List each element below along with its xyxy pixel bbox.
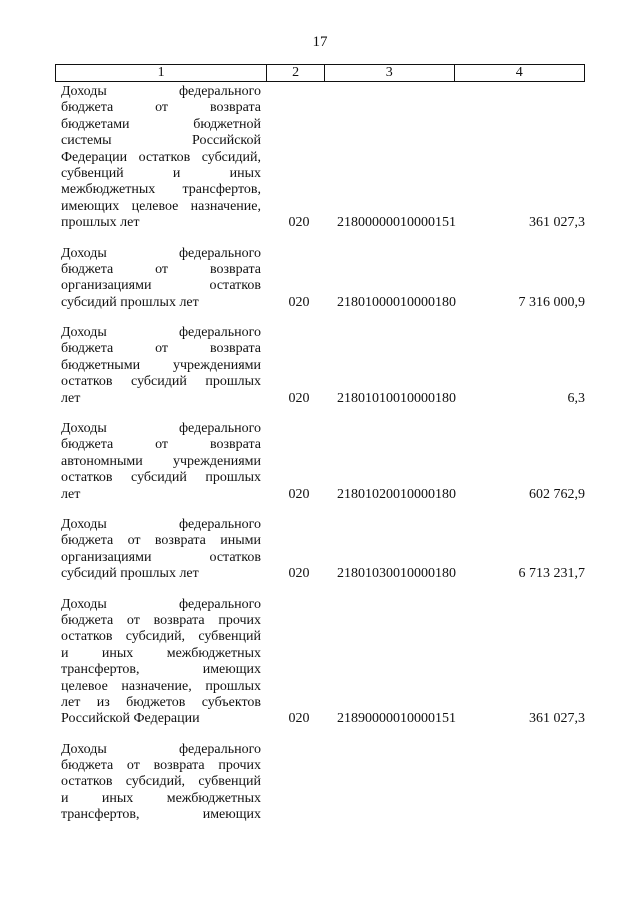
page-number: 17: [312, 34, 328, 50]
row-description: [61, 597, 261, 728]
row-description: [61, 517, 261, 583]
description-line: трансфертов, имеющих: [61, 807, 261, 823]
description-line: автономными учреждениями: [61, 453, 261, 469]
amount: 602 762,9: [529, 486, 585, 502]
description-line: бюджета от возврата: [61, 341, 261, 357]
description-line: бюджета от возврата иными: [61, 533, 261, 549]
description-line: организациями остатков: [61, 549, 261, 565]
admin-code: 020: [288, 711, 310, 727]
table-row: [61, 325, 585, 407]
amount: 7 316 000,9: [518, 294, 585, 310]
description-line: Доходы федерального: [61, 596, 261, 612]
description-line: субсидий прошлых лет: [61, 566, 199, 582]
description-line: бюджетами бюджетной: [61, 116, 261, 132]
amount: 6 713 231,7: [518, 566, 585, 582]
description-line: межбюджетных трансфертов,: [61, 182, 261, 198]
table-header: [55, 64, 585, 82]
description-line: и иных межбюджетных: [61, 645, 261, 661]
description-line: трансфертов, имеющих: [61, 662, 261, 678]
header-col-2: 2: [267, 65, 325, 81]
header-col-4: 4: [515, 65, 523, 80]
description-line: бюджета от возврата: [61, 437, 261, 453]
row-description: [61, 246, 261, 312]
description-line: лет из бюджетов субъектов: [61, 694, 261, 710]
row-description: [61, 84, 261, 232]
description-line: Доходы федерального: [61, 84, 261, 99]
admin-code: 020: [288, 294, 310, 310]
description-line: прошлых лет: [61, 215, 140, 231]
header-col-3: 3: [325, 65, 455, 81]
description-line: бюджета от возврата: [61, 100, 261, 116]
description-line: Доходы федерального: [61, 741, 261, 757]
table-row: [61, 421, 585, 503]
description-line: субсидий прошлых лет: [61, 294, 199, 310]
description-line: Российской Федерации: [61, 711, 200, 727]
table-row: [61, 517, 585, 583]
table-body: [61, 84, 585, 838]
description-line: Доходы федерального: [61, 245, 261, 261]
table-row: [61, 742, 585, 824]
table-row: [61, 597, 585, 728]
admin-code: 020: [288, 566, 310, 582]
admin-code: 020: [288, 486, 310, 502]
description-line: остатков субсидий прошлых: [61, 374, 261, 390]
description-line: целевое назначение, прошлых: [61, 678, 261, 694]
admin-code: 020: [288, 390, 310, 406]
classification-code: 21801030010000180: [337, 566, 456, 582]
table-row: [61, 84, 585, 232]
header-col-1: 1: [56, 65, 267, 81]
description-line: остатков субсидий, субвенций: [61, 629, 261, 645]
description-line: бюджетными учреждениями: [61, 357, 261, 373]
description-line: организациями остатков: [61, 278, 261, 294]
row-description: [61, 742, 261, 824]
description-line: Доходы федерального: [61, 516, 261, 532]
description-line: имеющих целевое назначение,: [61, 198, 261, 214]
row-description: [61, 325, 261, 407]
classification-code: 21801010010000180: [337, 390, 456, 406]
description-line: Доходы федерального: [61, 421, 261, 437]
description-line: остатков субсидий прошлых: [61, 470, 261, 486]
admin-code: 020: [288, 215, 310, 231]
amount: 6,3: [567, 390, 585, 406]
classification-code: 21801000010000180: [337, 294, 456, 310]
classification-code: 21890000010000151: [337, 711, 456, 727]
amount: 361 027,3: [529, 215, 585, 231]
row-description: [61, 421, 261, 503]
amount: 361 027,3: [529, 711, 585, 727]
description-line: лет: [61, 390, 81, 406]
description-line: бюджета от возврата: [61, 261, 261, 277]
description-line: лет: [61, 486, 81, 502]
classification-code: 21801020010000180: [337, 486, 456, 502]
description-line: Доходы федерального: [61, 325, 261, 341]
description-line: Федерации остатков субсидий,: [61, 149, 261, 165]
classification-code: 21800000010000151: [337, 215, 456, 231]
description-line: бюджета от возврата прочих: [61, 758, 261, 774]
description-line: бюджета от возврата прочих: [61, 612, 261, 628]
description-line: и иных межбюджетных: [61, 790, 261, 806]
description-line: системы Российской: [61, 133, 261, 149]
description-line: остатков субсидий, субвенций: [61, 774, 261, 790]
table-row: [61, 246, 585, 312]
description-line: субвенций и иных: [61, 165, 261, 181]
